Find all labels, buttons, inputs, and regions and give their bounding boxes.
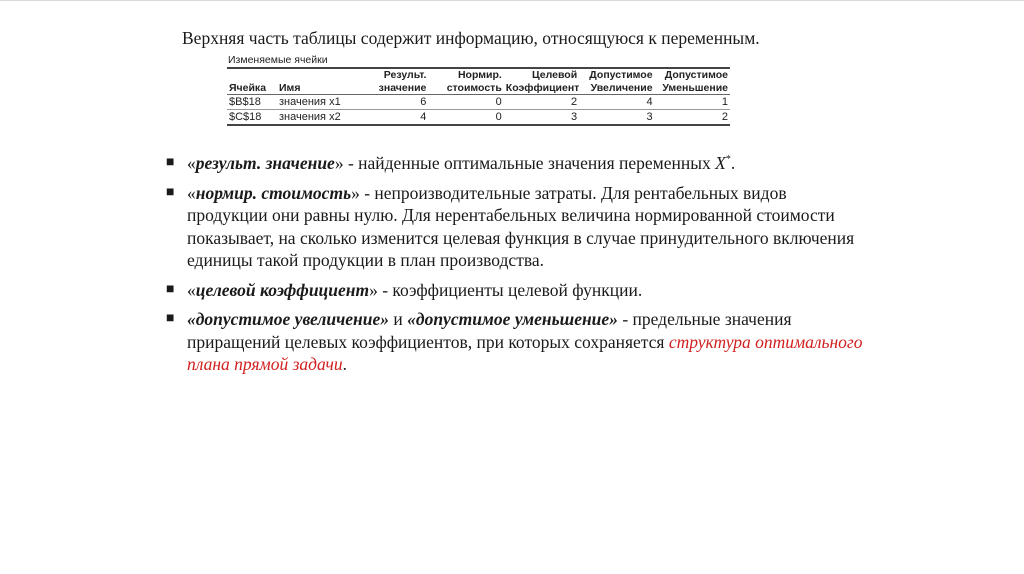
bullet-square-icon: ■ [166, 311, 175, 326]
variable-cells-table [227, 69, 730, 124]
header-cell: Ячейка [227, 69, 277, 95]
page-heading: Верхняя часть таблицы содержит информацию, относящуюся к переменным. [182, 28, 760, 48]
cell-result-value: 4 [420, 111, 427, 123]
term-result-value: результ. значение [195, 153, 335, 173]
highlight-structure-text: структура оптимального плана прямой задачи [187, 331, 863, 374]
list-item: ■ «допустимое увеличение» и «допустимое уменьшение» - предельные значения приращений целевых коэффициентов, при которых сохраняется структура оптимального плана прямой задачи. [166, 309, 863, 374]
cell-reduced-cost: 0 [495, 111, 502, 123]
bullet-square-icon: ■ [166, 281, 175, 297]
header-allowable-increase: Допустимое Увеличение [579, 69, 654, 95]
table-row [227, 110, 730, 125]
list-item: ■ «целевой коэффициент» - коэффициенты целевой функции. [166, 279, 643, 300]
cell-allowable-increase: 4 [579, 95, 654, 110]
header-reduced-cost: Нормир. стоимость [428, 69, 503, 95]
header-result-value: Результ. значение [353, 69, 428, 95]
table-caption: Изменяемые ячейки [228, 54, 328, 66]
header-objective-coefficient: Целевой Коэффициент [505, 69, 580, 94]
bullet-square-icon: ■ [166, 184, 175, 200]
cell-address: $B$18 [227, 95, 277, 110]
table-header-row [227, 69, 730, 95]
top-divider [0, 0, 1024, 1]
definition-text: - найденные оптимальные значения переменных [343, 153, 716, 173]
table-row [227, 95, 730, 110]
term-reduced-cost: нормир. стоимость [195, 182, 352, 203]
cell-allowable-decrease: 1 [655, 95, 730, 110]
cell-objective-coefficient: 3 [571, 111, 578, 123]
definition-text: - предельные значения приращений целевых коэффициентов, при которых сохраняется [187, 309, 792, 352]
header-allowable-decrease: Допустимое Уменьшение [655, 69, 730, 95]
variable-x: X [715, 153, 726, 173]
bullet-square-icon: ■ [166, 155, 175, 170]
definitions-list [165, 152, 865, 383]
cell-reduced-cost: 0 [428, 95, 503, 110]
solver-report-table [227, 53, 730, 126]
cell-result-value: 6 [353, 95, 428, 110]
cell-objective-coefficient: 2 [504, 95, 579, 110]
superscript-star: * [725, 154, 731, 166]
term-allowable-decrease: «допустимое уменьшение» [407, 309, 618, 329]
cell-name: значения x2 [279, 111, 341, 123]
term-allowable-increase: «допустимое увеличение» [187, 309, 390, 329]
term-objective-coefficient: целевой коэффициент [195, 279, 370, 300]
list-item: ■ «нормир. стоимость» - непроизводительные затраты. Для рентабельных видов продукции они равны нулю. Для нерентабельных величина нормированной стоимости показывает, на сколько изменится целевая функция в случае принудительного включения единицы такой продукции в план производства. [166, 182, 855, 270]
header-name: Имя [277, 69, 353, 95]
definition-text: - коэффициенты целевой функции. [377, 279, 643, 300]
cell-allowable-decrease: 2 [721, 111, 728, 123]
list-item: ■ «результ. значение» - найденные оптимальные значения переменных X*. [166, 153, 736, 173]
cell-address: $C$18 [229, 111, 262, 123]
cell-allowable-increase: 3 [646, 111, 653, 123]
cell-name: значения x1 [277, 95, 353, 110]
definition-text: - непроизводительные затраты. Для рентабельных видов продукции они равны нулю. Для нерентабельных величина нормированной стоимости показывает, на сколько изменится целевая функция в случае принудительного включения единицы такой продукции в план производства. [187, 182, 855, 270]
table-bottom-rule [227, 124, 730, 126]
